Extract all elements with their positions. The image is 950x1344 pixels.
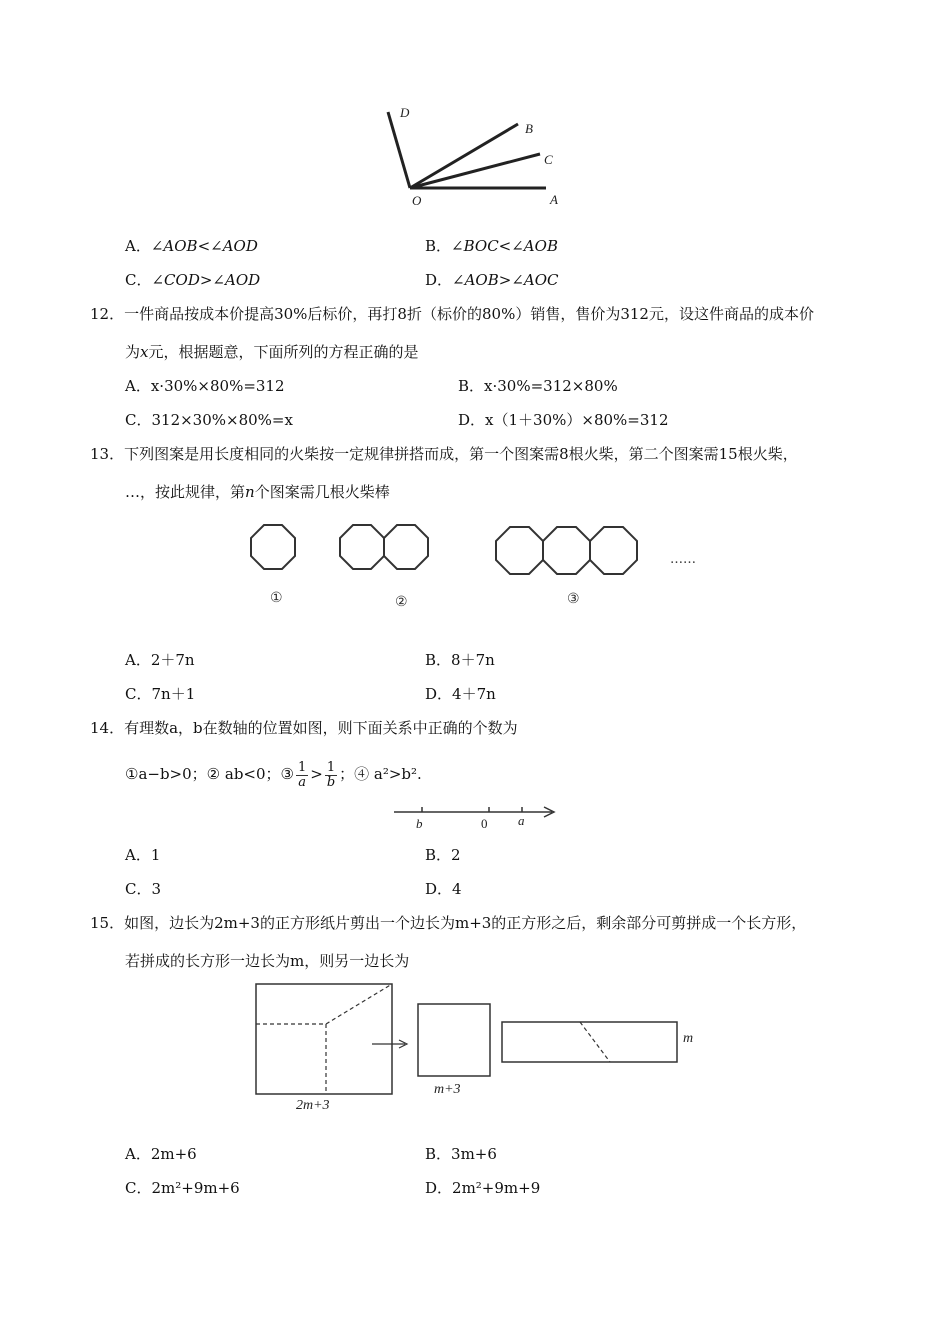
q13-option-a: A．2＋7n <box>125 651 195 669</box>
big-square <box>256 984 392 1094</box>
ray-od <box>388 112 410 188</box>
q13-option-b: B．8＋7n <box>425 651 495 669</box>
q13-option-d: D．4＋7n <box>425 685 496 703</box>
q12-line2: 为x元，根据题意，下面所列的方程正确的是 <box>125 343 419 361</box>
figure-label-3: ③ <box>567 591 580 607</box>
q15-option-a: A．2m+6 <box>125 1145 197 1163</box>
q14-option-c: C．3 <box>125 880 162 898</box>
label-2m-plus-3: 2m+3 <box>296 1098 330 1113</box>
rectangle <box>502 1022 677 1062</box>
figure-label-2: ② <box>395 594 408 610</box>
octagon-2-1 <box>340 525 384 569</box>
q15-number: 15． <box>90 914 125 932</box>
angle-figure <box>380 100 580 215</box>
q11-option-b: B．∠BOC<∠AOB <box>425 237 558 255</box>
octagon-3-1 <box>496 527 543 574</box>
fraction-1-over-a: $\frac{1}{a}$ <box>298 759 307 790</box>
square-cut-figure <box>250 978 710 1118</box>
q13-line2: …，按此规律，第n个图案需几根火柴棒 <box>125 483 390 501</box>
q13-line1: 13．下列图案是用长度相同的火柴按一定规律拼搭而成，第一个图案需8根火柴，第二个图案需15根火柴， <box>90 445 798 463</box>
q14-option-d: D．4 <box>425 880 462 898</box>
ellipsis: …… <box>670 552 696 567</box>
octagon-2-2 <box>384 525 428 569</box>
ray-ob <box>410 124 518 188</box>
label-d: D <box>400 105 410 120</box>
octagon-1-1 <box>251 525 295 569</box>
q14-option-b: B．2 <box>425 846 461 864</box>
q15-line2: 若拼成的长方形一边长为m，则另一边长为 <box>125 952 410 970</box>
q11-option-c: C．∠COD>∠AOD <box>125 271 261 289</box>
octagon-3-3 <box>590 527 637 574</box>
q11-option-d: D．∠AOB>∠AOC <box>425 271 559 289</box>
q12-option-a: A．x·30%×80%=312 <box>125 377 285 395</box>
figure-label-1: ① <box>270 590 283 606</box>
axis-label-b: b <box>416 816 423 831</box>
axis-label-a: a <box>518 813 525 828</box>
octagon-3-2 <box>543 527 590 574</box>
q13-number: 13． <box>90 445 125 463</box>
small-square <box>418 1004 490 1076</box>
label-c: C <box>544 152 553 167</box>
q15-option-b: B．3m+6 <box>425 1145 497 1163</box>
label-a: A <box>550 192 558 207</box>
q14-number: 14． <box>90 719 125 737</box>
label-o: O <box>412 193 422 208</box>
number-line <box>390 800 565 835</box>
q12-line1: 12．一件商品按成本价提高30%后标价，再打8折（标价的80%）销售，售价为312元，设这件商品的成本价 <box>90 305 814 323</box>
label-b: B <box>525 121 533 136</box>
q13-option-c: C．7n＋1 <box>125 685 196 703</box>
q14-option-a: A．1 <box>125 846 161 864</box>
label-m: m <box>683 1031 694 1046</box>
q12-option-d: D．x（1＋30%）×80%=312 <box>458 411 669 429</box>
q15-option-c: C．2m²+9m+6 <box>125 1179 240 1197</box>
q15-option-d: D．2m²+9m+9 <box>425 1179 541 1197</box>
fraction-1-over-b: $\frac{1}{b}$ <box>326 759 336 790</box>
axis-label-zero: 0 <box>481 816 488 831</box>
ray-oc <box>410 154 540 188</box>
matchstick-figure <box>240 515 720 615</box>
q15-line1: 15．如图，边长为2m+3的正方形纸片剪出一个边长为m+3的正方形之后，剩余部分可剪拼成一个长方形， <box>90 914 807 932</box>
q14-statements: ①a−b>0；② ab<0；③ $\frac{1}{a}$ > $\frac{1}{b}$ ；④ a²>b². <box>125 759 422 790</box>
q12-option-c: C．312×30%×80%=x <box>125 411 293 429</box>
q11-option-a: A．∠AOB<∠AOD <box>125 237 258 255</box>
q12-number: 12． <box>90 305 125 323</box>
label-m-plus-3: m+3 <box>434 1082 461 1097</box>
q12-option-b: B．x·30%=312×80% <box>458 377 618 395</box>
q14-line1: 14．有理数a，b在数轴的位置如图，则下面关系中正确的个数为 <box>90 719 518 737</box>
